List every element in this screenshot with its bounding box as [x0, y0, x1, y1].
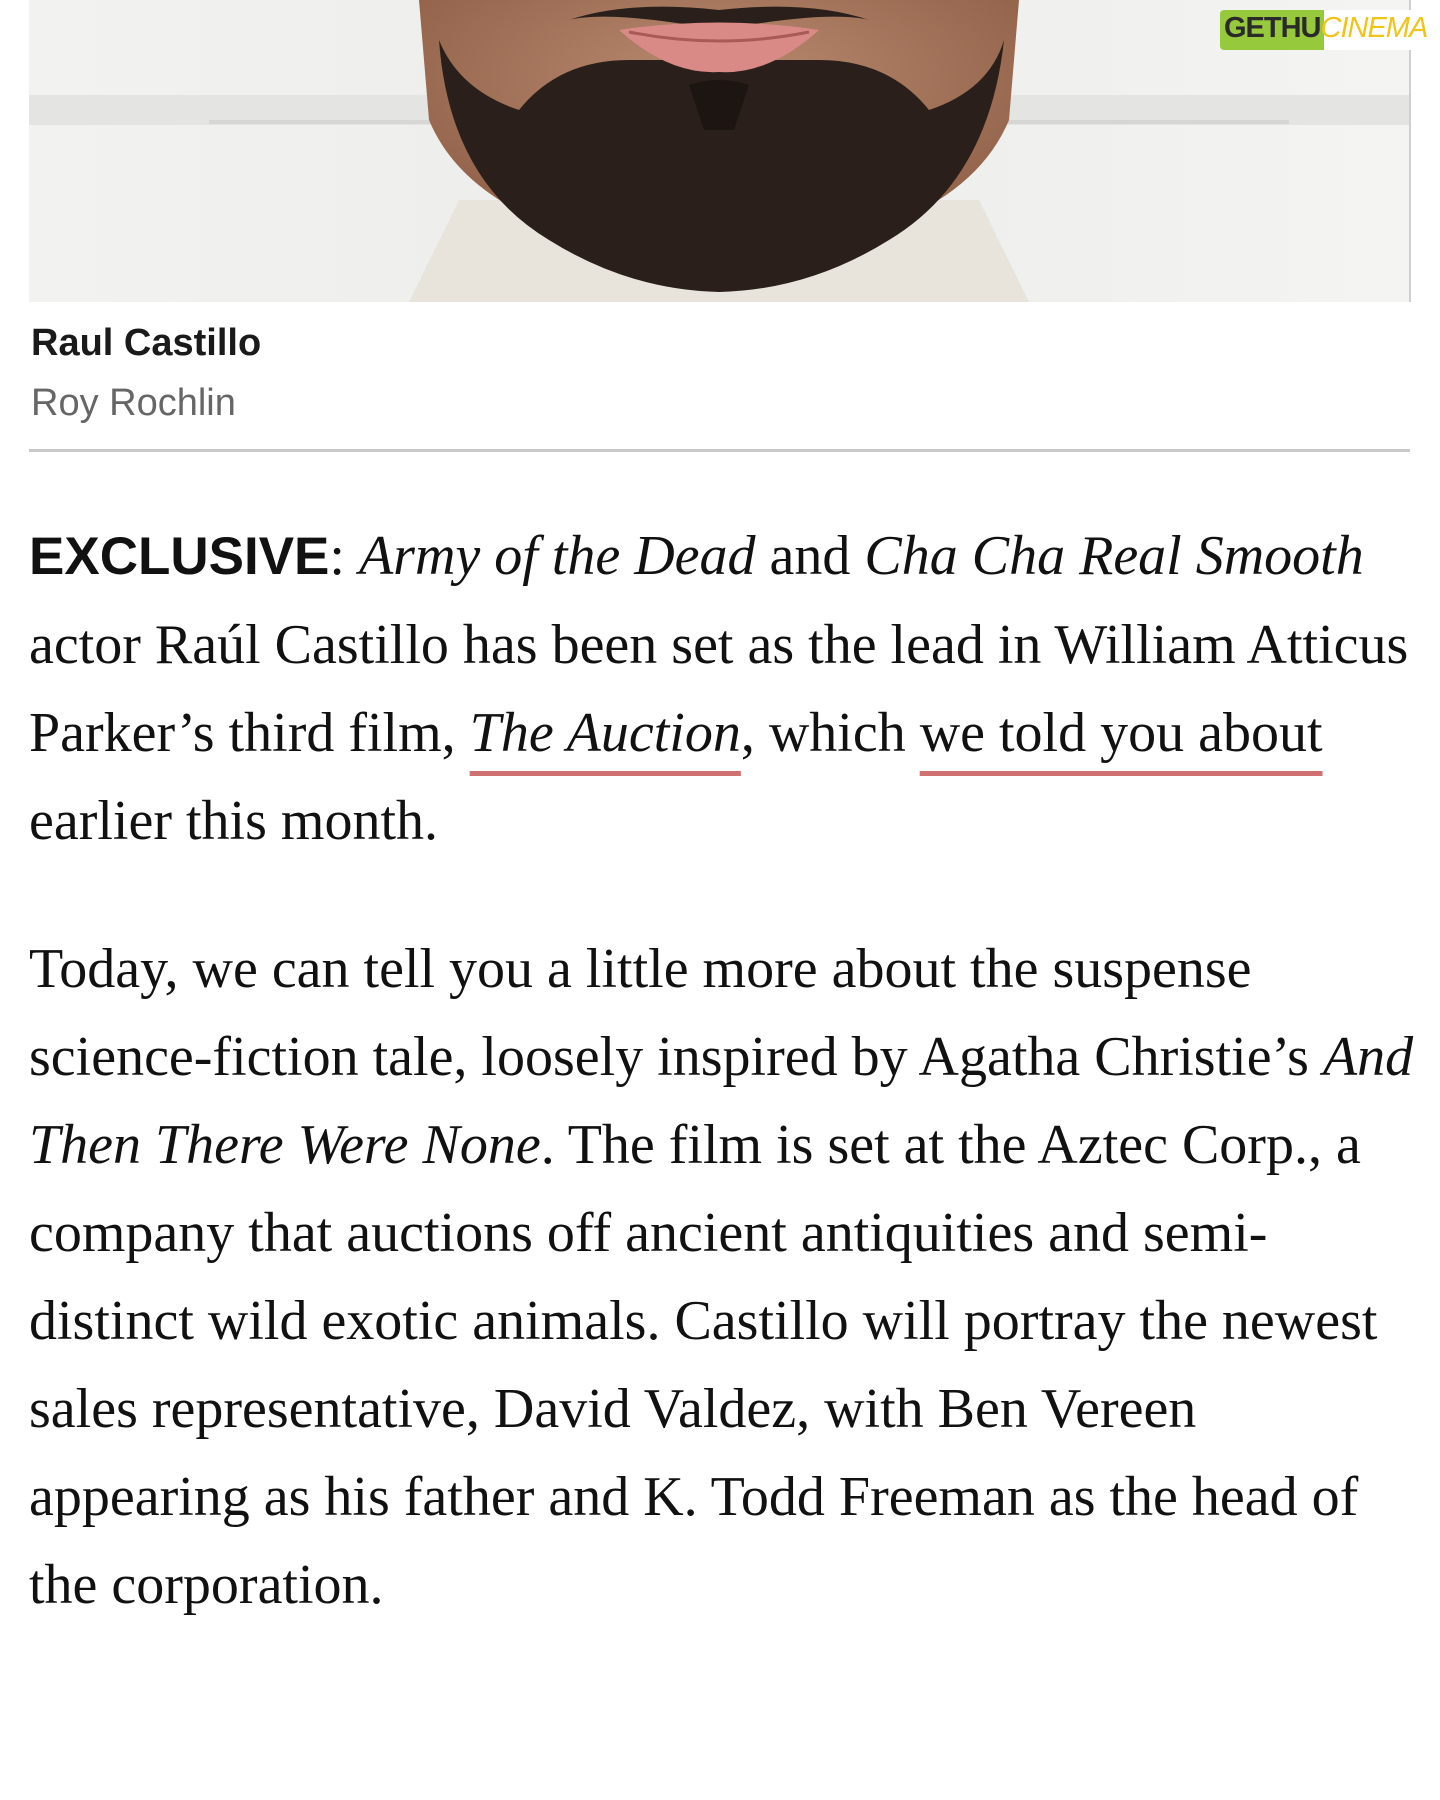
text-span: Today, we can tell you a little more about the suspense science-fiction tale, loosely inspired by Agatha Christie’s: [29, 938, 1323, 1088]
link-the-auction[interactable]: [470, 702, 741, 764]
photo-credit: Roy Rochlin: [31, 382, 236, 424]
caption-divider: [29, 449, 1410, 452]
article-paragraph-2: [29, 925, 1419, 1629]
article-paragraph-1: [29, 512, 1419, 865]
link-we-told-you-about[interactable]: we told you about: [919, 702, 1323, 764]
article-photo: [29, 0, 1410, 302]
kicker-colon: :: [329, 525, 359, 587]
photo-caption-title: Raul Castillo: [31, 322, 262, 364]
watermark-text: [1224, 12, 1427, 45]
watermark-part1: GETHU: [1224, 12, 1321, 44]
portrait-photo: [29, 0, 1410, 302]
link-the-auction-label: The Auction: [469, 702, 741, 764]
text-span: actor Raúl Castillo has been set as the lead in William Atticus Parker’s third film,: [29, 614, 1409, 764]
title-and-then-there-were-none: And Then There Were None: [29, 1026, 1414, 1176]
text-span: and: [755, 525, 865, 587]
text-span: . The film is set at the Aztec Corp., a company that auctions off ancient antiquities and semi-distinct wild exotic animals. Castillo will portray the newest sales representative, David Valdez, with Ben Vereen appearing as his father and K. Todd Freeman as the head of the corporation.: [29, 1114, 1378, 1616]
text-span: , which: [740, 702, 920, 764]
exclusive-kicker: EXCLUSIVE: [29, 527, 330, 586]
title-cha-cha-real-smooth: Cha Cha Real Smooth: [864, 525, 1364, 587]
title-army-of-the-dead: Army of the Dead: [358, 525, 756, 587]
article-body: [29, 512, 1419, 1689]
watermark-part2: CINEMA: [1320, 12, 1428, 44]
watermark-logo: [1220, 4, 1440, 54]
text-span: earlier this month.: [29, 790, 439, 852]
